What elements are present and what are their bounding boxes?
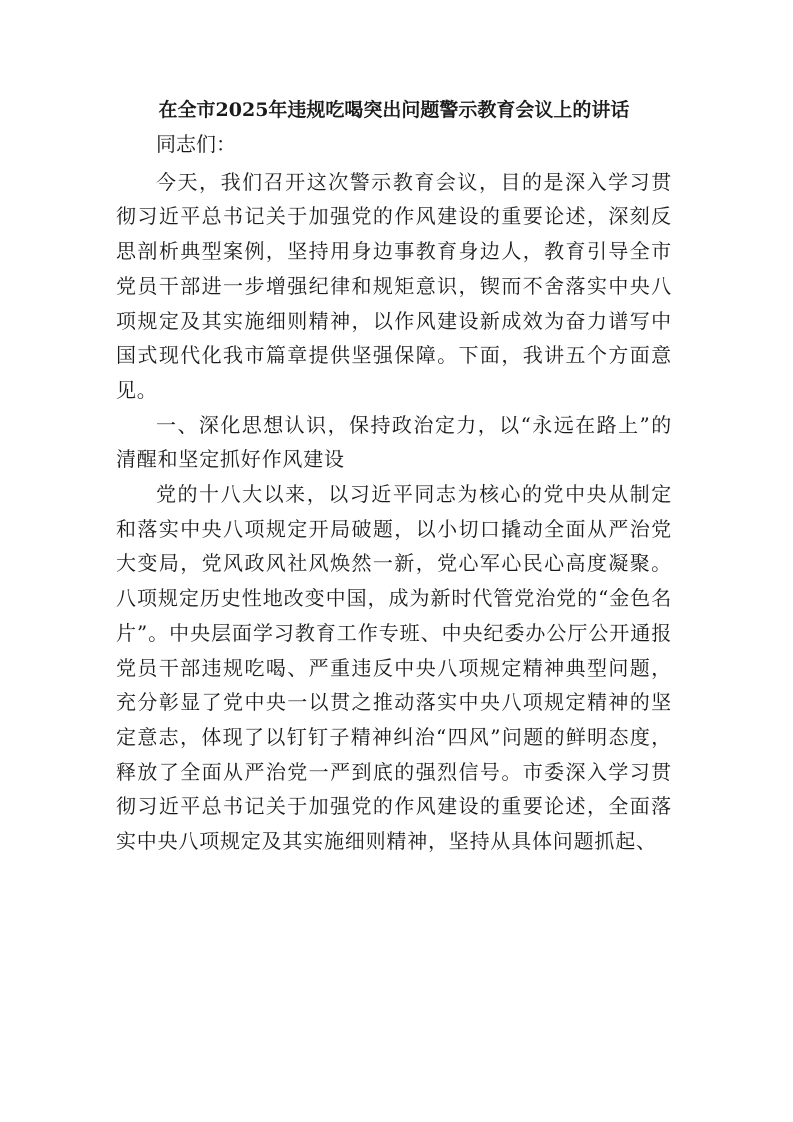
document-title: 在全市2025年违规吃喝突出问题警示教育会议上的讲话 — [158, 99, 630, 121]
intro-paragraph: 今天，我们召开这次警示教育会议，目的是深入学习贯彻习近平总书记关于加强党的作风建设的重要论述，深刻反思剖析典型案例，坚持用身边事教育身边人，教育引导全市党员干部进一步增强纪律和规矩意识，锲而不舍落实中央八项规定及其实施细则精神，以作风建设新成效为奋力谱写中国式现代化我市篇章提供坚强保障。下面，我讲五个方面意见。 — [116, 169, 672, 402]
section-1-paragraph: 党的十八大以来，以习近平同志为核心的党中央从制定和落实中央八项规定开局破题，以小切口撬动全面从严治党大变局，党风政风社风焕然一新，党心军心民心高度凝聚。八项规定历史性地改变中国，成为新时代管党治党的“金色名片”。中央层面学习教育工作专班、中央纪委办公厅公开通报党员干部违规吃喝、严重违反中央八项规定精神典型问题，充分彰显了党中央一以贯之推动落实中央八项规定精神的坚定意志，体现了以钉钉子精神纠治“四风”问题的鲜明态度，释放了全面从严治党一严到底的强烈信号。市委深入学习贯彻习近平总书记关于加强党的作风建设的重要论述，全面落实中央八项规定及其实施细则精神，坚持从具体问题抓起、 — [116, 482, 672, 854]
document-body — [116, 95, 672, 859]
salutation: 同志们： — [156, 132, 236, 156]
section-heading-1: 一、深化思想认识，保持政治定力，以“永远在路上”的清醒和坚定抓好作风建设 — [116, 412, 672, 472]
